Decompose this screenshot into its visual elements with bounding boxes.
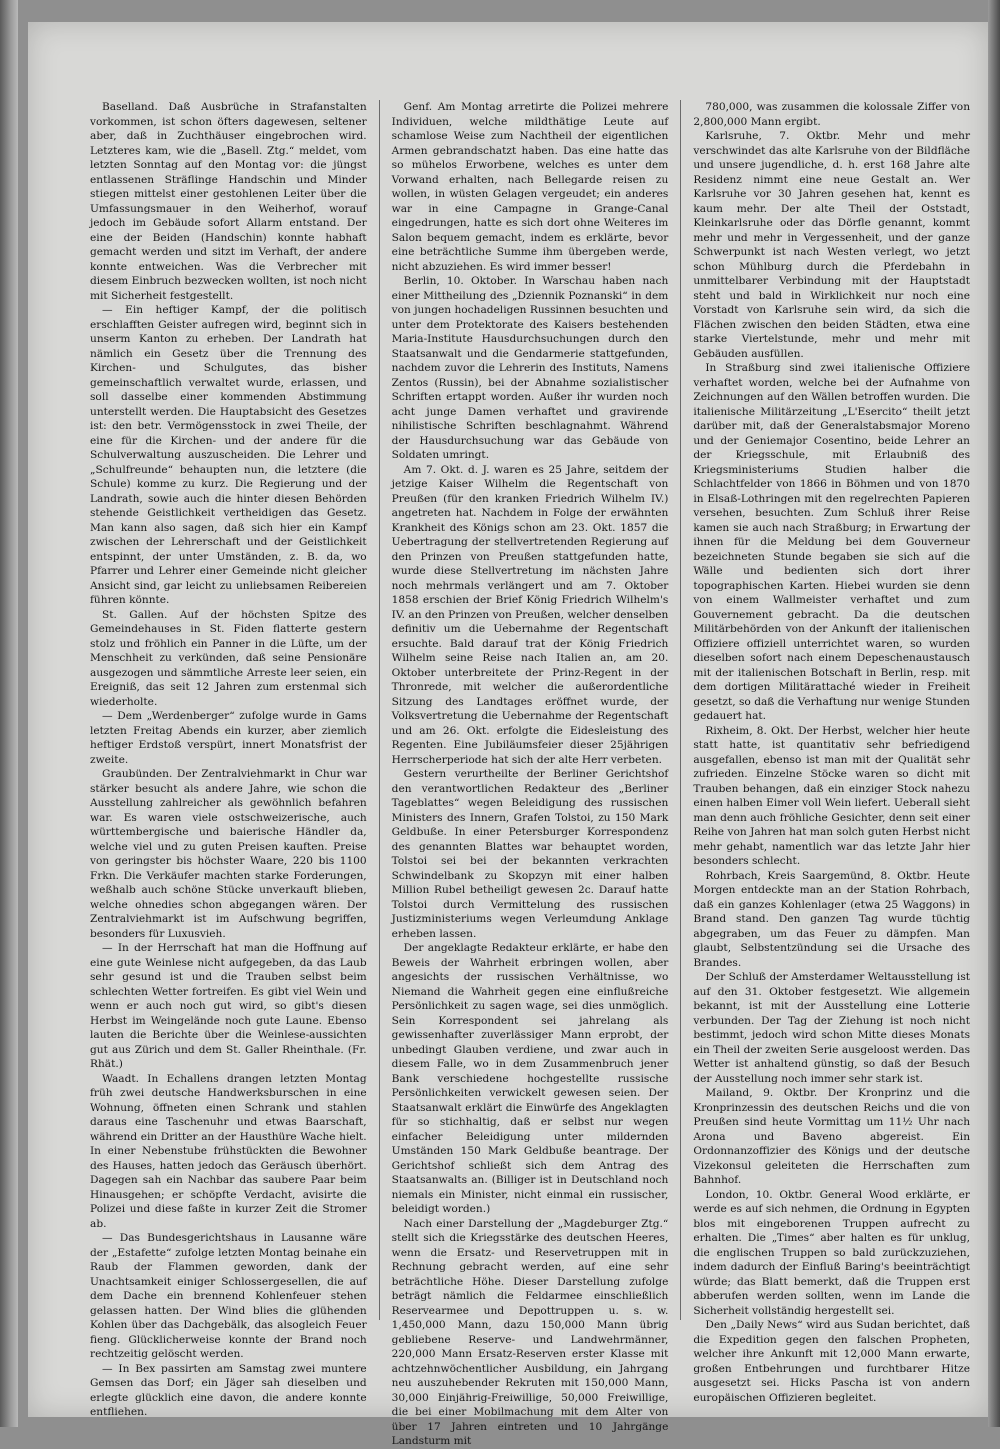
article-paragraph: Berlin, 10. Oktober. In Warschau haben nach einer Mittheilung des „Dziennik Poznanski“ in dem von jungen hochadeligen Russinnen besuchten und unter dem Protektorate des Kaisers bestehenden Maria-Institute Hausdurchsuchungen durch den Staatsanwalt und die Gendarmerie stattgefunden, nachdem zuvor die Lehrerin des Instituts, Namens Zentos (Russin), bei der Abnahme sozialistischer Schriften ertappt worden. Außer ihr wurden noch acht junge Damen verhaftet und gravirende nihilistische Schriften beschlagnahmt. Während der Hausdurchsuchung war das Gebäude von Soldaten umringt. [391,275,669,461]
article-paragraph: — Das Bundesgerichtshaus in Lausanne wäre der „Estafette“ zufolge letzten Montag beinahe ein Raub der Flammen geworden, dank der Unachtsamkeit einiger Schlossergesellen, die auf dem Dache ein brennend Kohlenfeuer stehen gelassen hatten. Der Wind blies die glühenden Kohlen über das Dachgebälk, das alsogleich Feuer fieng. Glücklicherweise konnte der Brand noch rechtzeitig gelöscht werden. [90,1232,367,1360]
article-paragraph: Rohrbach, Kreis Saargemünd, 8. Oktbr. Heute Morgen entdeckte man an der Station Rohrbach, daß ein ganzes Kohlenlager (etwa 25 Waggons) in Brand stand. Den ganzen Tag wurde tüchtig abgegraben, um das Feuer zu dämpfen. Man glaubt, Selbstentzündung sei die Ursache des Brandes. [693,869,971,969]
article-paragraph: London, 10. Oktbr. General Wood erklärte, er werde es auf sich nehmen, die Ordnung in Egypten blos mit eingeborenen Truppen aufrecht zu erhalten. Die „Times“ aber halten es für unklug, die englischen Truppen so bald zurückzuziehen, indem dadurch der Einfluß Baring's beeinträchtigt würde; das Blatt bemerkt, daß die Truppen erst abberufen werden sollten, wenn im Lande die Sicherheit vollständig hergestellt sei. [693,1188,971,1317]
article-paragraph: Baselland. Daß Ausbrüche in Strafanstalten vorkommen, ist schon öfters dagewesen, seltener aber, daß in Zuchthäuser eingebrochen wird. Letzteres kam, wie die „Basell. Ztg.“ meldet, vom letzten Sonntag auf den Montag vor: die jüngst entlassenen Sträflinge Handschin und Minder stiegen mittelst einer gestohlenen Leiter über die Umfassungsmauer in den Weiherhof, worauf jedoch im Gebäude sofort Allarm entstand. Der eine der Beiden (Handschin) konnte habhaft gemacht werden und sitzt im Verhaft, der andere konnte entweichen. Was die Verbrecher mit diesem Einbruch bezwecken wollten, ist noch nicht mit Sicherheit festgestellt. [90,101,367,302]
article-paragraph: — Ein heftiger Kampf, der die politisch erschlafften Geister aufregen wird, beginnt sich in unserm Kanton zu erheben. Der Landrath hat nämlich ein Gesetz über die Trennung des Kirchen- und Schulgutes, das bisher gemeinschaftlich verwaltet wurde, erlassen, und soll dasselbe einer kommenden Abstimmung unterstellt werden. Die Hauptabsicht des Gesetzes ist: den betr. Vermögensstock in zwei Theile, der eine für die Kirchen- und der andere für die Schulverwaltung auszuscheiden. Die Lehrer und „Schulfreunde“ behaupten nun, die letztere (die Schule) komme zu kurz. Die Regierung und der Landrath, sowie auch die hinter diesen Behörden stehende Geistlichkeit vertheidigen das Gesetz. Man kann also sagen, daß sich hier ein Kampf zwischen der Lehrerschaft und der Geistlichkeit entspinnt, der unter Umständen, z. B. da, wo Pfarrer und Lehrer einer Gemeinde nicht gleicher Ansicht sind, gar leicht zu unliebsamen Reibereien führen könnte. [90,304,367,606]
article-paragraph: Genf. Am Montag arretirte die Polizei mehrere Individuen, welche mildthätige Leute auf schamlose Weise zum Nachtheil der eigentlichen Armen gebrandschatzt haben. Das eine hatte das so mühelos Erworbene, welches es unter dem Vorwand erhalten, nach Bellegarde reisen zu wollen, in wüsten Gelagen vergeudet; ein anderes war in eine Campagne in Grange-Canal eingedrungen, hatte es sich dort ohne Weiteres im Salon bequem gemacht, indem es erklärte, bevor eine beträchtliche Summe ihm übergeben werde, nicht abzuziehen. Es wird immer besser! [391,101,669,273]
article-paragraph: Karlsruhe, 7. Oktbr. Mehr und mehr verschwindet das alte Karlsruhe von der Bildfläche und unsere jugendliche, d. h. erst 168 Jahre alte Residenz nimmt eine neue Gestalt an. Wer Karlsruhe vor 30 Jahren gesehen hat, kennt es kaum mehr. Der alte Theil der Oststadt, Kleinkarlsruhe oder das Dörfle genannt, kommt mehr und mehr in Vergessenheit, und der ganze Schwerpunkt ist nach Westen verlegt, wo jetzt schon Mühlburg durch die Pferdebahn in unmittelbarer Verbindung mit der Hauptstadt steht und bald in Wirklichkeit nur noch eine Vorstadt von Karlsruhe sein wird, da sich die Flächen zwischen den beiden Städten, etwa eine starke Viertelstunde, mehr und mehr mit Gebäuden ausfüllen. [693,130,971,360]
article-paragraph: Rixheim, 8. Okt. Der Herbst, welcher hier heute statt hatte, ist quantitativ sehr befriedigend ausgefallen, ebenso ist man mit der Qualität sehr zufrieden. Einzelne Stöcke waren so dicht mit Trauben behangen, daß ein einziger Stock nahezu einen halben Eimer voll Wein liefert. Ueberall sieht man denn auch fröhliche Gesichter, denn seit einer Reihe von Jahren hat man solch guten Herbst nicht mehr gehabt, namentlich war das letzte Jahr hier besonders schlecht. [693,724,971,867]
article-paragraph: — In Bex passirten am Samstag zwei muntere Gemsen das Dorf; ein Jäger sah dieselben und erlegte glücklich eine davon, die andere konnte entfliehen. [90,1362,367,1418]
article-paragraph: Gestern verurtheilte der Berliner Gerichtshof den verantwortlichen Redakteur des „Berliner Tageblattes“ wegen Beleidigung des russischen Ministers des Innern, Grafen Tolstoi, zu 150 Mark Geldbuße. In einer Petersburger Korrespondenz des genannten Blattes war behauptet worden, Tolstoi sei bei der bekannten verkrachten Schwindelbank zu Skopzyn mit einer halben Million Rubel betheiligt gewesen 2c. Darauf hatte Tolstoi durch Vermittelung des russischen Justizministeriums wegen Verleumdung Anklage erheben lassen. [391,768,669,940]
article-paragraph: Der angeklagte Redakteur erklärte, er habe den Beweis der Wahrheit erbringen wollen, aber angesichts der russischen Verhältnisse, wo Niemand die Wahrheit gegen eine einflußreiche Persönlichkeit zu sagen wage, sei dies unmöglich. Sein Korrespondent sei jahrelang als gewissenhafter zuverlässiger Mann erprobt, der unbedingt Glauben verdiene, und zwar auch in diesem Falle, wo in dem Zusammenbruch jener Bank verschiedene hochgestellte russische Persönlichkeiten verwickelt gewesen seien. Der Staatsanwalt erklärt die Einwürfe des Angeklagten für so stichhaltig, daß er selbst nur wegen einfacher Beleidigung unter mildernden Umständen 150 Mark Geldbuße beantrage. Der Gerichtshof schließt sich dem Antrag des Staatsanwalts an. (Billiger ist in Deutschland noch niemals ein Minister, nicht einmal ein russischer, beleidigt worden.) [391,942,669,1215]
column-left [90,100,367,1418]
article-paragraph: St. Gallen. Auf der höchsten Spitze des Gemeindehauses in St. Fiden flatterte gestern stolz und fröhlich ein Panner in die Lüfte, um der Menschheit zu verkünden, daß seine Pensionäre ausgezogen und sämmtliche Arreste leer seien, ein Ereigniß, das seit 12 Jahren zum erstenmal sich wiederholte. [90,608,367,708]
book-binding [0,0,18,1427]
column-rule [379,100,380,1320]
article-columns [90,100,971,1447]
article-paragraph: Den „Daily News“ wird aus Sudan berichtet, daß die Expedition gegen den falschen Propheten, welcher ihre Ankunft mit 12,000 Mann erwarte, großen Entbehrungen und furchtbarer Hitze ausgesetzt sei. Hicks Pascha ist von andern europäischen Offizieren begleitet. [693,1319,971,1404]
article-paragraph: Mailand, 9. Oktbr. Der Kronprinz und die Kronprinzessin des deutschen Reichs und die von Preußen sind heute Vormittag um 11½ Uhr nach Arona und Baveno abgereist. Ein Ordonnanzoffizier des Königs und der deutsche Vizekonsul geleiteten die Herrschaften zum Bahnhof. [693,1087,971,1186]
article-paragraph: Nach einer Darstellung der „Magdeburger Ztg.“ stellt sich die Kriegsstärke des deutschen Heeres, wenn die Ersatz- und Reservetruppen mit in Rechnung gebracht werden, auf eine sehr beträchtliche Höhe. Dieser Darstellung zufolge beträgt nämlich die Feldarmee einschließlich Reservearmee und Depottruppen u. s. w. 1,450,000 Mann, dazu 150,000 Mann übrig gebliebene Reserve- und Landwehrmänner, 220,000 Mann Ersatz-Reserven erster Klasse mit achtzehnwöchentlicher Ausbildung, ein Jahrgang neu auszuhebender Rekruten mit 150,000 Mann, 30,000 Einjährig-Freiwillige, 50,000 Freiwillige, die bei einer Mobilmachung mit dem Alter von über 17 Jahren eintreten und 10 Jahrgänge Landsturm mit [391,1217,669,1447]
column-right [693,100,971,1404]
article-paragraph: 780,000, was zusammen die kolossale Ziffer von 2,800,000 Mann ergibt. [693,101,971,128]
article-paragraph: Der Schluß der Amsterdamer Weltausstellung ist auf den 31. Oktober festgesetzt. Wie allgemein bekannt, ist mit der Ausstellung eine Lotterie verbunden. Der Tag der Ziehung ist noch nicht bestimmt, jedoch wird schon Mitte dieses Monats ein Theil der zweiten Serie ausgeloost werden. Das Wetter ist anhaltend günstig, so daß der Besuch der Ausstellung noch immer sehr stark ist. [693,971,971,1085]
article-paragraph: Am 7. Okt. d. J. waren es 25 Jahre, seitdem der jetzige Kaiser Wilhelm die Regentschaft von Preußen (für den kranken Friedrich Wilhelm IV.) angetreten hat. Nachdem in Folge der erwähnten Krankheit des Königs schon am 23. Okt. 1857 die Uebertragung der stellvertretenden Regierung auf den Prinzen von Preußen stattgefunden hatte, wurde diese Stellvertretung im nächsten Jahre noch mehrmals verlängert und am 7. Oktober 1858 erschien der Brief König Friedrich Wilhelm's IV. an den Prinzen von Preußen, welcher denselben definitiv um die Uebernahme der Regentschaft ersuchte. Bald darauf trat der König Friedrich Wilhelm seine Reise nach Italien an, am 20. Oktober unterbreitete der Prinz-Regent in der Thronrede, mit welcher die außerordentliche Sitzung des Landtages eröffnet wurde, der Volksvertretung die Uebernahme der Regentschaft und am 26. Okt. erfolgte die Eidesleistung des Regenten. Eine Jubiläumsfeier dieser 25jährigen Herrscherperiode hat sich der alte Herr verbeten. [391,463,669,766]
article-paragraph: In Straßburg sind zwei italienische Offiziere verhaftet worden, welche bei der Aufnahme von Zeichnungen auf den Wällen betroffen wurden. Die italienische Militärzeitung „L'Esercito“ theilt jetzt darüber mit, daß der Generalstabsmajor Moreno und der Geniemajor Cosentino, beide Lehrer an der Kriegsschule, mit Erlaubniß des Kriegsministeriums Studien halber die Schlachtfelder von 1866 in Böhmen und von 1870 in Elsaß-Lothringen mit den regelrechten Papieren versehen, besuchten. Zum Schluß ihrer Reise kamen sie auch nach Straßburg; in Erwartung der ihnen für die Meldung bei dem Gouverneur bezeichneten Stunde begaben sie sich auf die Wälle und bedienten sich dort ihrer topographischen Karten. Hiebei wurden sie denn von einem Wallmeister verhaftet und zum Gouvernement gebracht. Da die deutschen Militärbehörden von der Ankunft der italienischen Offiziere offiziell unterrichtet waren, so wurden dieselben sofort nach einem Depeschenaustausch mit der italienischen Botschaft in Berlin, resp. mit dem dortigen Militärattaché wieder in Freiheit gesetzt, so daß die Verhaftung nur wenige Stunden gedauert hat. [693,362,971,722]
article-paragraph: — Dem „Werdenberger“ zufolge wurde in Gams letzten Freitag Abends ein kurzer, aber ziemlich heftiger Erdstoß verspürt, innert Monatsfrist der zweite. [90,710,367,766]
column-rule [680,100,681,1320]
article-paragraph: — In der Herrschaft hat man die Hoffnung auf eine gute Weinlese nicht aufgegeben, da das Laub sehr gesund ist und die Trauben selbst beim schlechten Wetter fortreifen. Es gibt viel Wein und wenn er auch noch gut wird, so gibt's diesen Herbst im Weingelände noch gute Laune. Ebenso lauten die Berichte über die Weinlese-aussichten gut aus Zürich und dem St. Galler Rheinthale. (Fr. Rhät.) [90,942,367,1070]
scan-edge [988,0,1000,1427]
column-middle [391,100,669,1447]
article-paragraph: Waadt. In Echallens drangen letzten Montag früh zwei deutsche Handwerksburschen in eine Wohnung, öffneten einen Schrank und stahlen daraus eine Taschenuhr und etwas Baarschaft, während ein Dritter an der Hausthüre Wache hielt. In einer Nebenstube frühstückten die Bewohner des Hauses, hatten jedoch das Geräusch überhört. Dagegen sah ein Nachbar das saubere Paar beim Hinausgehen; er schöpfte Verdacht, avisirte die Polizei und diese faßte in kurzer Zeit die Stromer ab. [90,1072,367,1230]
article-paragraph: Graubünden. Der Zentralviehmarkt in Chur war stärker besucht als andere Jahre, wie schon die Ausstellung zahlreicher als gewöhnlich befahren war. Es waren viele ostschweizerische, auch württembergische und baierische Händler da, welche viel und zu guten Preisen kauften. Preise von geringster bis höchster Waare, 220 bis 1100 Frkn. Die Verkäufer machten starke Forderungen, weßhalb auch schöne Stücke unverkauft blieben, welche ohnedies schon abgegangen wären. Der Zentralviehmarkt ist im Aufschwung begriffen, besonders für Luxusvieh. [90,768,367,940]
